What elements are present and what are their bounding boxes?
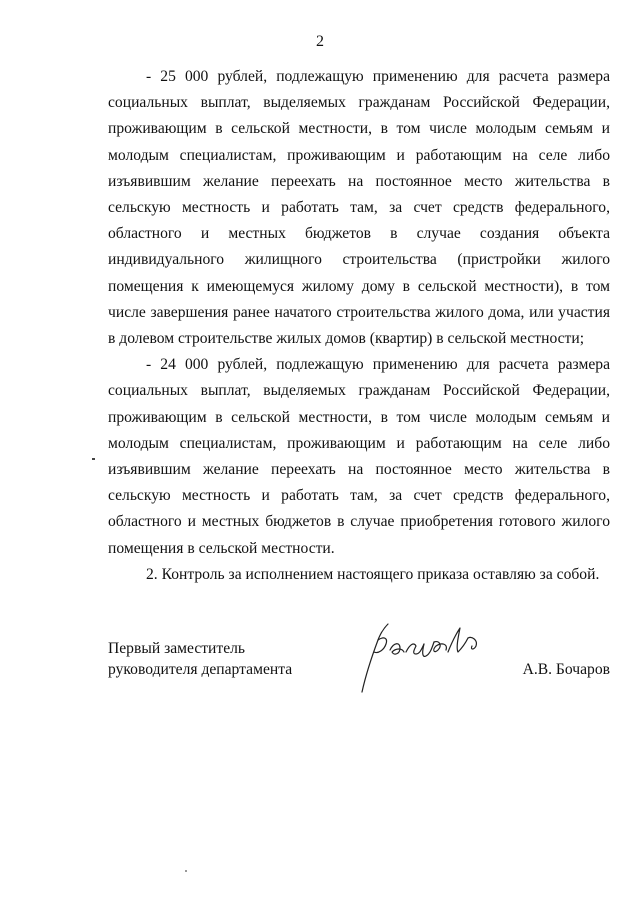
signatory-name: А.В. Бочаров: [522, 661, 610, 678]
signature-block: [108, 638, 610, 698]
paragraph-subsidy-construction: - 25 000 рублей, подлежащую применению для расчета размера социальных выплат, выделяемых гражданам Российской Федерации, проживающим в сельской местности, в том числе молодым семьям и молодым специалистам, проживающим и работающим на селе либо изъявившим желание переехать на постоянное место жительства в сельскую местность и работать там, за счет средств федерального, областного и местных бюджетов в случае создания объекта индивидуального жилищного строительства (пристройки жилого помещения к имеющемуся жилому дому в сельской местности), в том числе завершения ранее начатого строительства жилого дома, или участия в долевом строительстве жилых домов (квартир) в сельской местности;: [108, 68, 610, 348]
signatory-position: [108, 638, 338, 680]
scan-artifact: [185, 870, 187, 872]
signatory-position-line-2: руководителя департамента: [108, 661, 293, 678]
handwritten-signature: [348, 612, 498, 702]
paragraph-subsidy-purchase: - 24 000 рублей, подлежащую применению для расчета размера социальных выплат, выделяемых гражданам Российской Федерации, проживающим в сельской местности, в том числе молодым семьям и молодым специалистам, проживающим и работающим на селе либо изъявившим желание переехать на постоянное место жительства в сельскую местность и работать там, за счет средств федерального, областного и местных бюджетов в случае приобретения готового жилого помещения в сельской местности.: [108, 356, 610, 557]
scan-artifact: [92, 458, 95, 460]
document-body: [108, 64, 610, 588]
signatory-position-line-1: Первый заместитель: [108, 640, 246, 657]
paragraph-control-clause: 2. Контроль за исполнением настоящего приказа оставляю за собой.: [146, 565, 600, 583]
page-number: 2: [316, 33, 324, 50]
